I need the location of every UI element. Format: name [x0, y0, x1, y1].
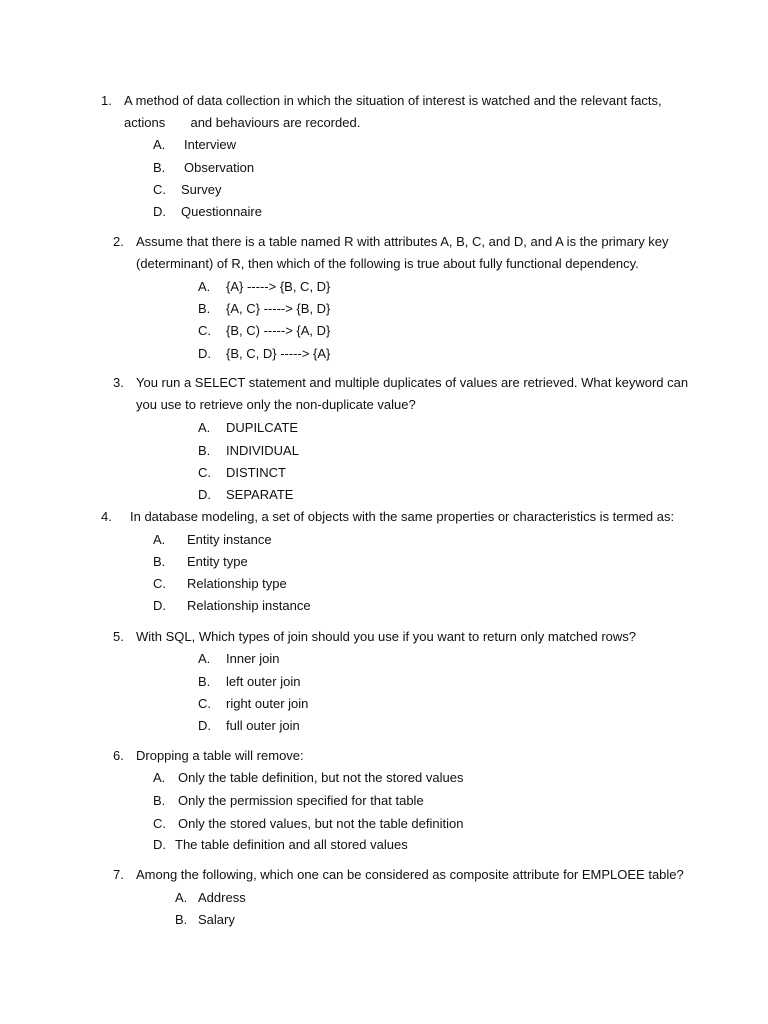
option-letter: A.	[198, 651, 211, 666]
option-letter: C.	[198, 323, 211, 338]
option-text: Observation	[184, 160, 255, 175]
option-text: Inner join	[226, 651, 280, 666]
option-text: SEPARATE	[226, 487, 294, 502]
option-text: Questionnaire	[181, 204, 262, 219]
option-text: Only the table definition, but not the stored values	[178, 770, 464, 785]
option-letter: A.	[198, 279, 211, 294]
option-letter: C.	[153, 576, 166, 591]
option-letter: C.	[198, 696, 211, 711]
option-text: DISTINCT	[226, 465, 286, 480]
option-text: Interview	[184, 137, 237, 152]
option-letter: A.	[153, 532, 166, 547]
option-text: full outer join	[226, 718, 300, 733]
option-text: Only the stored values, but not the table definition	[178, 816, 464, 831]
question-number: 6.	[113, 748, 124, 763]
option-letter: D.	[198, 346, 211, 361]
option-letter: D.	[153, 204, 166, 219]
option-letter: B.	[153, 160, 166, 175]
option-text: Address	[198, 890, 246, 905]
question-text-line: you use to retrieve only the non-duplicate value?	[136, 397, 416, 412]
option-letter: C.	[153, 182, 166, 197]
option-text: Relationship instance	[187, 598, 311, 613]
option-letter: B.	[198, 301, 211, 316]
option-letter: B.	[198, 674, 211, 689]
option-letter: B.	[175, 912, 188, 927]
option-text: DUPILCATE	[226, 420, 298, 435]
option-text: {A, C} -----> {B, D}	[226, 301, 331, 316]
option-letter: A.	[198, 420, 211, 435]
question-number: 7.	[113, 867, 124, 882]
option-text: right outer join	[226, 696, 309, 711]
question-number: 3.	[113, 375, 124, 390]
option-letter: C.	[198, 465, 211, 480]
option-text: Relationship type	[187, 576, 287, 591]
question-text-line: Among the following, which one can be considered as composite attribute for EMPLOEE table?	[136, 867, 684, 882]
option-letter: D.	[153, 598, 166, 613]
option-text: {B, C) -----> {A, D}	[226, 323, 331, 338]
question-text-line: In database modeling, a set of objects with the same properties or characteristics is termed as:	[130, 509, 675, 524]
option-text: {A} -----> {B, C, D}	[226, 279, 331, 294]
option-letter: D.	[198, 487, 211, 502]
question-text-line: Dropping a table will remove:	[136, 748, 304, 763]
option-letter: A.	[175, 890, 188, 905]
option-letter: B.	[153, 793, 166, 808]
question-number: 2.	[113, 234, 124, 249]
question-text-line: You run a SELECT statement and multiple duplicates of values are retrieved. What keyword can	[136, 375, 689, 390]
question-text-line: A method of data collection in which the situation of interest is watched and the relevant facts,	[124, 93, 662, 108]
option-text: {B, C, D} -----> {A}	[226, 346, 331, 361]
question-text-line: Assume that there is a table named R with attributes A, B, C, and D, and A is the primary key	[136, 234, 669, 249]
option-text: Only the permission specified for that table	[178, 793, 424, 808]
option-text: left outer join	[226, 674, 301, 689]
option-letter: D.	[153, 837, 166, 852]
option-letter: A.	[153, 770, 166, 785]
option-text: Entity type	[187, 554, 248, 569]
option-letter: B.	[198, 443, 211, 458]
option-text: Salary	[198, 912, 235, 927]
option-text: Entity instance	[187, 532, 272, 547]
question-text-line: actions and behaviours are recorded.	[124, 115, 361, 130]
question-number: 1.	[101, 93, 112, 108]
option-text: Survey	[181, 182, 222, 197]
option-text: INDIVIDUAL	[226, 443, 299, 458]
question-number: 5.	[113, 629, 124, 644]
question-text-line: With SQL, Which types of join should you use if you want to return only matched rows?	[136, 629, 637, 644]
option-text: The table definition and all stored values	[175, 837, 408, 852]
option-letter: A.	[153, 137, 166, 152]
option-letter: B.	[153, 554, 166, 569]
question-text-line: (determinant) of R, then which of the following is true about fully functional dependency.	[136, 256, 639, 271]
question-number: 4.	[101, 509, 112, 524]
option-letter: C.	[153, 816, 166, 831]
option-letter: D.	[198, 718, 211, 733]
